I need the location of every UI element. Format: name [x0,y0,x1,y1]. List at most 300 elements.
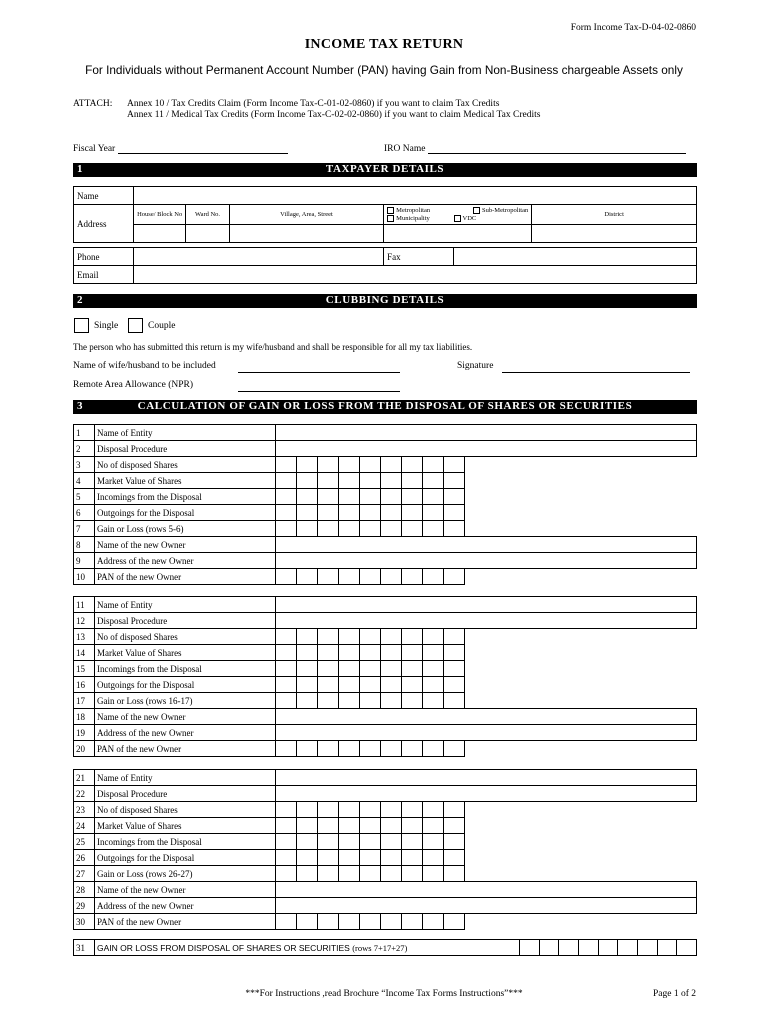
digit-box[interactable] [276,505,297,521]
digit-box[interactable] [381,677,402,693]
digit-box[interactable] [444,505,465,521]
digit-box[interactable] [444,834,465,850]
digit-box[interactable] [318,677,339,693]
digit-box[interactable] [318,818,339,834]
digit-box[interactable] [381,645,402,661]
digit-box[interactable] [444,457,465,473]
row-number: 6 [74,505,95,521]
digit-box[interactable] [444,473,465,489]
digit-box[interactable] [444,645,465,661]
row-number: 8 [74,537,95,553]
row-input[interactable] [276,441,697,457]
single-checkbox[interactable] [74,318,89,333]
digit-box[interactable] [360,914,381,930]
row-number: 4 [74,473,95,489]
total-box[interactable] [618,940,638,956]
municipality-option[interactable]: Municipality [387,215,430,223]
digit-box[interactable] [276,866,297,882]
digit-box[interactable] [276,834,297,850]
village-input[interactable] [229,225,383,243]
email-label: Email [74,266,134,284]
row-label: Gain or Loss (rows 16-17) [95,693,276,709]
digit-box[interactable] [402,693,423,709]
digit-box[interactable] [423,505,444,521]
empty-cell [465,489,697,505]
digit-box[interactable] [381,521,402,537]
empty-cell [465,645,697,661]
digit-box[interactable] [402,645,423,661]
digit-box[interactable] [402,457,423,473]
digit-box[interactable] [297,457,318,473]
digit-box[interactable] [444,741,465,757]
digit-box[interactable] [444,802,465,818]
digit-box[interactable] [339,569,360,585]
row-label: Address of the new Owner [95,898,276,914]
digit-box[interactable] [402,834,423,850]
digit-box[interactable] [339,914,360,930]
digit-box[interactable] [423,802,444,818]
digit-box[interactable] [276,661,297,677]
digit-box[interactable] [339,505,360,521]
digit-box[interactable] [381,834,402,850]
digit-box[interactable] [423,489,444,505]
row-label: Address of the new Owner [95,725,276,741]
digit-box[interactable] [423,693,444,709]
digit-box[interactable] [381,505,402,521]
name-input[interactable] [134,187,697,205]
section-1-title: TAXPAYER DETAILS [325,163,445,175]
digit-box[interactable] [360,802,381,818]
row-number: 30 [74,914,95,930]
row-input[interactable] [276,898,697,914]
digit-box[interactable] [360,645,381,661]
spouse-name-label: Name of wife/husband to be included [73,361,216,371]
digit-box[interactable] [297,473,318,489]
digit-box[interactable] [360,818,381,834]
empty-cell [465,834,697,850]
digit-box[interactable] [402,802,423,818]
row-input[interactable] [276,613,697,629]
empty-cell [465,677,697,693]
row-label: Market Value of Shares [95,645,276,661]
digit-box[interactable] [276,677,297,693]
digit-box[interactable] [444,569,465,585]
digit-box[interactable] [297,866,318,882]
digit-box[interactable] [297,505,318,521]
digit-box[interactable] [318,645,339,661]
empty-cell [465,521,697,537]
row-label: No of disposed Shares [95,457,276,473]
digit-box[interactable] [276,818,297,834]
house-block-input[interactable] [134,225,186,243]
digit-box[interactable] [297,741,318,757]
fiscal-year-field[interactable] [73,144,288,154]
empty-cell [465,505,697,521]
section-2-title: CLUBBING DETAILS [325,294,445,306]
form-number: Form Income Tax-D-04-02-0860 [570,23,696,33]
clubbing-statement: The person who has submitted this return is my wife/husband and shall be responsible for all my tax liabilities. [73,342,473,352]
row-label: Name of the new Owner [95,709,276,725]
digit-box[interactable] [444,661,465,677]
digit-box[interactable] [297,569,318,585]
digit-box[interactable] [318,473,339,489]
digit-box[interactable] [318,693,339,709]
digit-box[interactable] [360,569,381,585]
row-number: 29 [74,898,95,914]
digit-box[interactable] [402,569,423,585]
digit-box[interactable] [444,914,465,930]
email-input[interactable] [134,266,697,284]
section-3-title: CALCULATION OF GAIN OR LOSS FROM THE DISPOSAL OF SHARES OR SECURITIES [137,400,633,412]
digit-box[interactable] [423,850,444,866]
digit-box[interactable] [360,677,381,693]
digit-box[interactable] [297,661,318,677]
vdc-option[interactable]: VDC [454,215,477,223]
table-row [74,818,697,834]
iro-name-field[interactable] [384,144,686,154]
digit-box[interactable] [402,850,423,866]
digit-box[interactable] [276,629,297,645]
digit-box[interactable] [360,473,381,489]
digit-box[interactable] [339,457,360,473]
row-label: Outgoings for the Disposal [95,505,276,521]
digit-box[interactable] [339,677,360,693]
row-label: Outgoings for the Disposal [95,677,276,693]
row-input[interactable] [276,770,697,786]
digit-box[interactable] [423,818,444,834]
row-number: 22 [74,786,95,802]
row-input[interactable] [276,553,697,569]
row-label: Incomings from the Disposal [95,489,276,505]
digit-box[interactable] [444,521,465,537]
row-number: 1 [74,425,95,441]
digit-box[interactable] [339,521,360,537]
digit-box[interactable] [402,914,423,930]
empty-cell [465,850,697,866]
digit-box[interactable] [318,866,339,882]
row-label: No of disposed Shares [95,802,276,818]
row-number: 23 [74,802,95,818]
table-row [74,866,697,882]
digit-box[interactable] [423,521,444,537]
row-input[interactable] [276,725,697,741]
digit-box[interactable] [381,489,402,505]
digit-box[interactable] [360,629,381,645]
address-label: Address [74,205,134,243]
digit-box[interactable] [339,818,360,834]
total-box[interactable] [677,940,697,956]
table-row [74,898,697,914]
row-input[interactable] [276,425,697,441]
digit-box[interactable] [423,741,444,757]
total-box[interactable] [520,940,540,956]
table-row [74,537,697,553]
table-row [74,834,697,850]
table-row [74,802,697,818]
digit-box[interactable] [444,866,465,882]
section-2-number: 2 [77,294,83,306]
digit-box[interactable] [402,677,423,693]
digit-box[interactable] [360,457,381,473]
digit-box[interactable] [339,834,360,850]
row-label: Disposal Procedure [95,613,276,629]
digit-box[interactable] [318,457,339,473]
metropolitan-checkbox[interactable] [387,207,394,214]
digit-box[interactable] [402,818,423,834]
page-subtitle: For Individuals without Permanent Account Number (PAN) having Gain from Non-Business chargeable Assets only [85,63,683,77]
row-label: Disposal Procedure [95,441,276,457]
total-box[interactable] [578,940,598,956]
digit-box[interactable] [276,802,297,818]
digit-box[interactable] [297,802,318,818]
spouse-name-input[interactable] [238,360,400,373]
digit-box[interactable] [423,645,444,661]
digit-box[interactable] [339,629,360,645]
digit-box[interactable] [381,693,402,709]
digit-box[interactable] [318,914,339,930]
digit-box[interactable] [276,850,297,866]
digit-box[interactable] [339,693,360,709]
digit-box[interactable] [276,457,297,473]
digit-box[interactable] [381,914,402,930]
digit-box[interactable] [423,834,444,850]
digit-box[interactable] [402,505,423,521]
digit-box[interactable] [444,818,465,834]
row-label: Name of Entity [95,597,276,613]
row-number: 19 [74,725,95,741]
digit-box[interactable] [297,818,318,834]
row-label: PAN of the new Owner [95,914,276,930]
municipality-type-options [384,205,532,225]
digit-box[interactable] [318,741,339,757]
digit-box[interactable] [381,741,402,757]
total-box[interactable] [539,940,559,956]
row-input[interactable] [276,597,697,613]
table-row [74,725,697,741]
row-input[interactable] [276,786,697,802]
row-number: 7 [74,521,95,537]
digit-box[interactable] [276,693,297,709]
row-number: 27 [74,866,95,882]
digit-box[interactable] [297,914,318,930]
row-input[interactable] [276,537,697,553]
row-number: 21 [74,770,95,786]
row-number: 13 [74,629,95,645]
digit-box[interactable] [360,489,381,505]
digit-box[interactable] [402,741,423,757]
row-number: 20 [74,741,95,757]
digit-box[interactable] [381,850,402,866]
digit-box[interactable] [381,457,402,473]
signature-label: Signature [457,361,494,371]
table-row [74,693,697,709]
digit-box[interactable] [402,661,423,677]
fax-input[interactable] [453,248,696,266]
digit-box[interactable] [360,693,381,709]
digit-box[interactable] [339,645,360,661]
digit-box[interactable] [297,629,318,645]
sub-metropolitan-checkbox[interactable] [473,207,480,214]
row-label: Incomings from the Disposal [95,661,276,677]
phone-input[interactable] [134,248,384,266]
fiscal-year-input[interactable] [118,153,288,154]
digit-box[interactable] [423,866,444,882]
house-block-label: House/ Block No [134,205,186,225]
digit-box[interactable] [339,850,360,866]
section-3-number: 3 [77,400,83,412]
digit-box[interactable] [297,693,318,709]
digit-box[interactable] [276,473,297,489]
digit-box[interactable] [444,489,465,505]
total-row-table [73,939,697,956]
total-box[interactable] [637,940,657,956]
row-input[interactable] [276,709,697,725]
total-box[interactable] [559,940,579,956]
digit-box[interactable] [318,521,339,537]
digit-box[interactable] [318,661,339,677]
digit-box[interactable] [360,521,381,537]
village-label: Village, Area, Street [229,205,383,225]
empty-cell [465,473,697,489]
digit-box[interactable] [276,645,297,661]
digit-box[interactable] [318,505,339,521]
digit-box[interactable] [381,473,402,489]
digit-box[interactable] [276,489,297,505]
digit-box[interactable] [381,629,402,645]
digit-box[interactable] [444,850,465,866]
digit-box[interactable] [360,741,381,757]
remote-area-label: Remote Area Allowance (NPR) [73,380,194,390]
ward-label: Ward No. [186,205,230,225]
digit-box[interactable] [360,661,381,677]
digit-box[interactable] [297,645,318,661]
section-3-header [73,400,697,414]
empty-cell [465,802,697,818]
digit-box[interactable] [381,818,402,834]
couple-checkbox[interactable] [128,318,143,333]
digit-box[interactable] [423,661,444,677]
row-label: Address of the new Owner [95,553,276,569]
digit-box[interactable] [276,569,297,585]
digit-box[interactable] [444,677,465,693]
municipality-input[interactable] [384,225,532,243]
digit-box[interactable] [423,473,444,489]
digit-box[interactable] [318,850,339,866]
total-row-label: GAIN OR LOSS FROM DISPOSAL OF SHARES OR SECURITIES (rows 7+17+27) [95,940,520,956]
remote-area-input[interactable] [238,379,400,392]
table-row [74,645,697,661]
section-2-header [73,294,697,308]
row-label: Market Value of Shares [95,818,276,834]
digit-box[interactable] [444,693,465,709]
empty-cell [465,629,697,645]
digit-box[interactable] [360,834,381,850]
digit-box[interactable] [339,473,360,489]
sub-metropolitan-option[interactable]: Sub-Metropolitan [473,207,528,215]
digit-box[interactable] [381,866,402,882]
row-number: 18 [74,709,95,725]
footer-note: ***For Instructions ,read Brochure “Income Tax Forms Instructions”*** [245,989,523,999]
digit-box[interactable] [423,569,444,585]
row-label: Market Value of Shares [95,473,276,489]
row-number: 12 [74,613,95,629]
digit-box[interactable] [318,629,339,645]
row-label: PAN of the new Owner [95,741,276,757]
digit-box[interactable] [339,802,360,818]
digit-box[interactable] [339,489,360,505]
row-input[interactable] [276,882,697,898]
digit-box[interactable] [423,629,444,645]
digit-box[interactable] [297,834,318,850]
table-row [74,770,697,786]
empty-cell [465,866,697,882]
digit-box[interactable] [360,866,381,882]
signature-input[interactable] [502,360,690,373]
row-label: Name of the new Owner [95,537,276,553]
table-row [74,741,697,757]
row-number: 17 [74,693,95,709]
digit-box[interactable] [276,521,297,537]
digit-box[interactable] [339,741,360,757]
table-row [74,569,697,585]
attach-line-1: Annex 10 / Tax Credits Claim (Form Income Tax-C-01-02-0860) if you want to claim Tax Credits [127,99,500,109]
digit-box[interactable] [339,866,360,882]
row-label: No of disposed Shares [95,629,276,645]
digit-box[interactable] [360,850,381,866]
digit-box[interactable] [423,677,444,693]
digit-box[interactable] [318,569,339,585]
digit-box[interactable] [402,521,423,537]
digit-box[interactable] [402,489,423,505]
vdc-checkbox[interactable] [454,215,461,222]
digit-box[interactable] [318,834,339,850]
total-box[interactable] [657,940,677,956]
digit-box[interactable] [318,802,339,818]
digit-box[interactable] [297,489,318,505]
row-number: 14 [74,645,95,661]
metropolitan-option[interactable]: Metropolitan [387,207,430,215]
row-label: Gain or Loss (rows 5-6) [95,521,276,537]
digit-box[interactable] [402,629,423,645]
total-box[interactable] [598,940,618,956]
attach-line-2: Annex 11 / Medical Tax Credits (Form Income Tax-C-02-02-0860) if you want to claim Medical Tax Credits [127,110,541,120]
digit-box[interactable] [381,661,402,677]
digit-box[interactable] [402,473,423,489]
district-input[interactable] [532,225,697,243]
digit-box[interactable] [276,914,297,930]
row-number: 5 [74,489,95,505]
ward-input[interactable] [186,225,230,243]
digit-box[interactable] [297,521,318,537]
empty-cell [465,693,697,709]
digit-box[interactable] [339,661,360,677]
digit-box[interactable] [402,866,423,882]
iro-name-input[interactable] [428,153,686,154]
digit-box[interactable] [423,457,444,473]
digit-box[interactable] [297,850,318,866]
digit-box[interactable] [318,489,339,505]
digit-box[interactable] [381,569,402,585]
empty-cell [465,661,697,677]
digit-box[interactable] [423,914,444,930]
digit-box[interactable] [444,629,465,645]
digit-box[interactable] [381,802,402,818]
digit-box[interactable] [360,505,381,521]
digit-box[interactable] [276,741,297,757]
digit-box[interactable] [297,677,318,693]
municipality-checkbox[interactable] [387,215,394,222]
attach-block [73,99,541,120]
